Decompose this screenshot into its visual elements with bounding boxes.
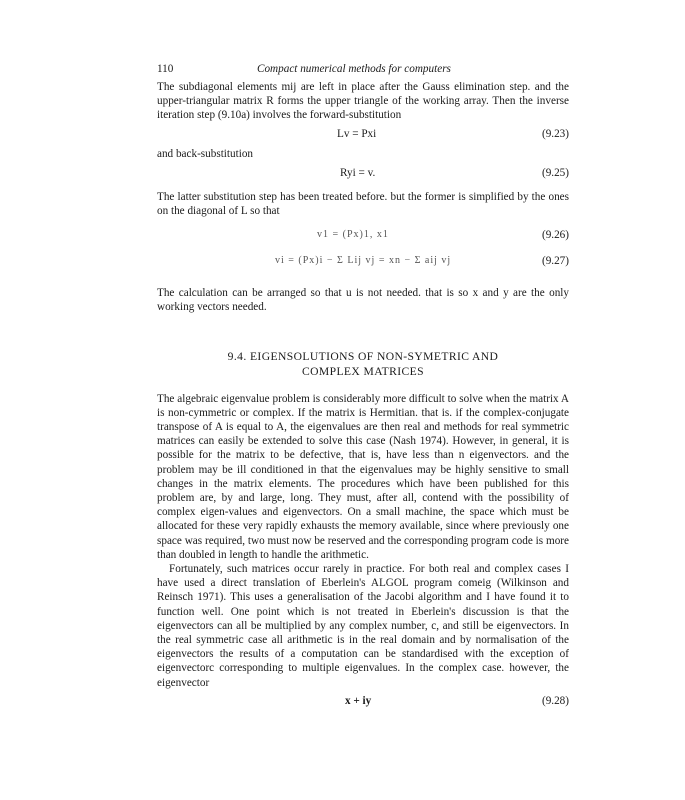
equation-9-25 <box>157 162 569 184</box>
equation-9-26 <box>157 224 569 246</box>
equation-expression: vi = (Px)i − Σ Lij vj = xn − Σ aij vj <box>275 255 452 267</box>
equation-expression: Ryi = v. <box>340 166 376 179</box>
section-heading <box>157 349 569 379</box>
equation-number: (9.28) <box>541 694 569 707</box>
paragraph-intro: The subdiagonal elements mij are left in place after the Gauss elimination step. and the upper-triangular matrix R forms the upper triangle of the working array. Then the inverse iteration step (9.10a) involves the forward-substitution <box>157 81 569 122</box>
running-title: Compact numerical methods for computers <box>257 63 451 75</box>
equation-number: (9.27) <box>541 255 569 268</box>
equation-expression: x + iy <box>345 694 372 707</box>
running-head <box>157 62 569 78</box>
equation-expression: v1 = (Px)1, x1 <box>317 229 389 241</box>
section-heading-line-1: 9.4. EIGENSOLUTIONS OF NON-SYMETRIC AND <box>227 349 499 363</box>
paragraph-comeig: Fortunately, such matrices occur rarely in practice. For both real and complex cases I have used a direct translation of Eberlein's ALGOL program comeig (Wilkinson and Reinsch 1971). This uses a generalisation of the Jacobi algorithm and I have found it to function well. One point which is not treated in Eberlein's discussion is that the eigenvectors can all be multiplied by any complex number, c, and still be eigenvectors. In the real symmetric case all arithmetic is in the real domain and by normalisation of the eigenvectors the results of a computation can be standardised with the exception of eigenvectorc corresponding to multiple eigenvalues. In the complex case. however, the eigenvector <box>157 563 569 689</box>
paragraph-back-substitution: and back-substitution <box>157 147 254 160</box>
paragraph-substitution: The latter substitution step has been treated before. but the former is simplified by the ones on the diagonal of L so that <box>157 190 569 218</box>
equation-number: (9.25) <box>541 166 569 179</box>
paragraph-working-vectors: The calculation can be arranged so that u is not needed. that is so x and y are the only working vectors needed. <box>157 287 569 314</box>
book-page <box>157 62 569 712</box>
equation-number: (9.26) <box>541 229 569 242</box>
equation-number: (9.23) <box>541 127 569 140</box>
section-heading-line-2: COMPLEX MATRICES <box>301 364 425 378</box>
equation-9-28 <box>157 690 569 712</box>
equation-expression: Lv = Pxi <box>337 127 377 140</box>
equation-9-27 <box>157 246 569 276</box>
paragraph-eigenvalue-problem: The algebraic eigenvalue problem is considerably more difficult to solve when the matrix A is non-cymmetric or complex. If the matrix is Hermitian. that is. if the complex-conjugate transpose of A is equal to A, the eigenvalues are then real and methods for real symmetric matrices can easily be extended to solve this case (Nash 1974). However, in general, it is possible for the matrix to be defective, that is, have less than n eigenvectors. and the problem may be ill conditioned in that the eigenvalues may be highly sensitive to small changes in the matrix elements. The procedures which have been published for this problem are, by and large, long. They must, after all, contend with the possibility of complex eigen-values and eigenvectors. On a small machine, the space which must be allocated for these very rapidly exhausts the memory available, since where previously one space was required, two must now be reserved and the corresponding program code is more than doubled in length to handle the arithmetic. <box>157 392 569 561</box>
page-number: 110 <box>157 63 174 75</box>
equation-9-23 <box>157 123 569 145</box>
